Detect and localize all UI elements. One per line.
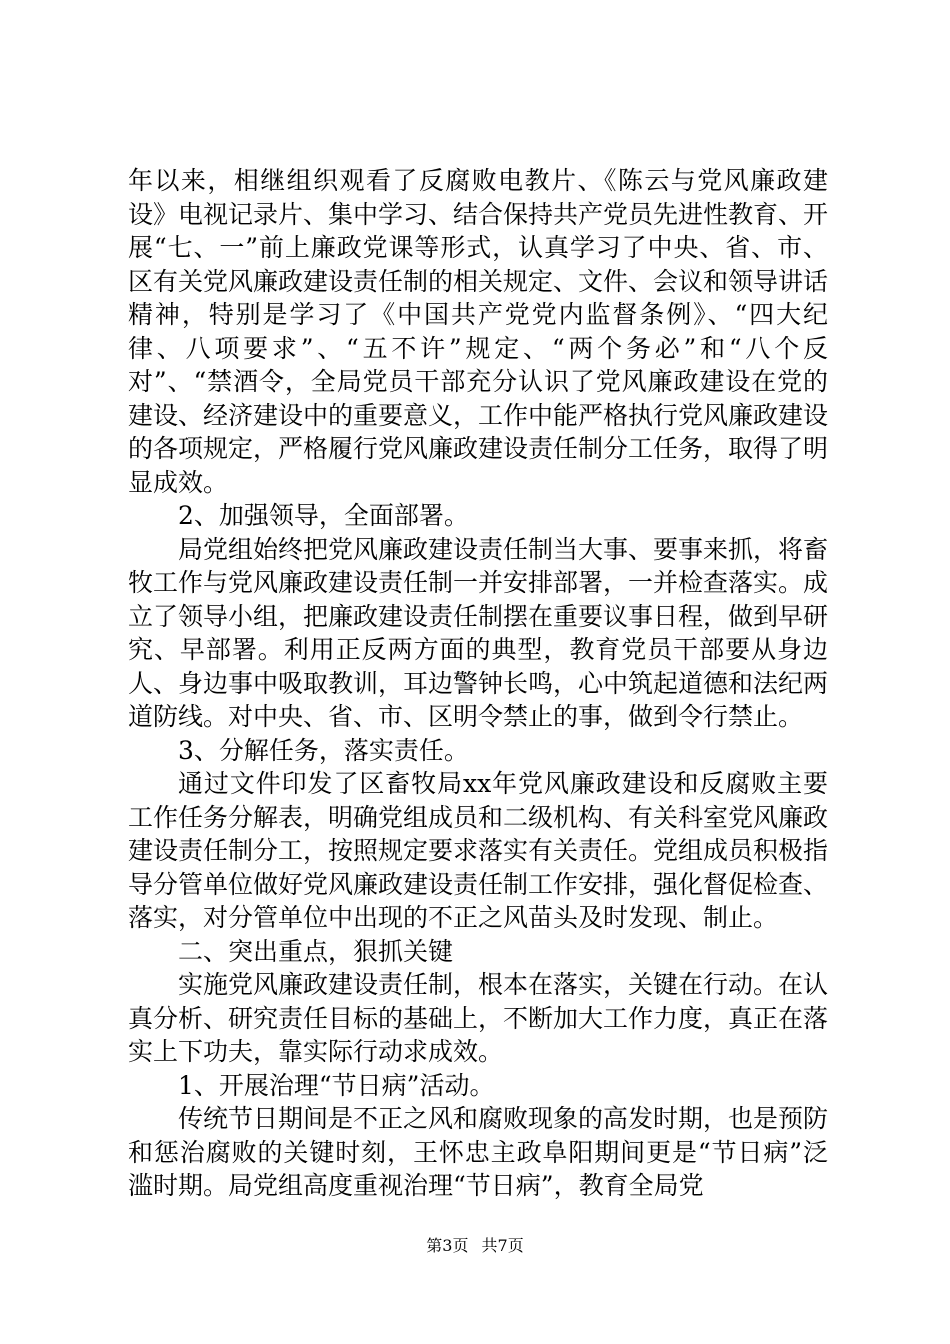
- page-footer: [0, 1236, 950, 1256]
- document-body: [128, 164, 828, 1203]
- section-heading: 2、加强领导，全面部署。: [178, 501, 469, 530]
- section-heading: 1、开展治理“节日病”活动。: [178, 1070, 495, 1100]
- section-heading: 3、分解任务，落实责任。: [178, 735, 469, 765]
- section-heading: 二、突出重点，狠抓关键: [178, 936, 454, 966]
- paragraph: 传统节日期间是不正之风和腐败现象的高发时期，也是预防和惩治腐败的关键时刻，王怀忠主政阜阳期间更是“节日病”泛滥时期。局党组高度重视治理“节日病”，教育全局党: [128, 1104, 829, 1200]
- page-total: 共7页: [481, 1236, 524, 1255]
- paragraph-continued: 年以来，相继组织观看了反腐败电教片、《陈云与党风廉政建设》电视记录片、集中学习、结合保持共产党员先进性教育、开展“七、一”前上廉政党课等形式，认真学习了中央、省、市、区有关党风廉政建设责任制的相关规定、文件、会议和领导讲话精神，特别是学习了《中国共产党党内监督条例》、“四大纪律、八项要求”、“五不许”规定、“两个务必”和“八个反对”、“禁酒令，全局党员干部充分认识了党风廉政建设在党的建设、经济建设中的重要意义，工作中能严格执行党风廉政建设的各项规定，严格履行党风廉政建设责任制分工任务，取得了明显成效。: [128, 166, 829, 497]
- page-number: 第3页: [426, 1236, 469, 1255]
- paragraph: 局党组始终把党风廉政建设责任制当大事、要事来抓，将畜牧工作与党风廉政建设责任制一并安排部署，一并检查落实。成立了领导小组，把廉政建设责任制摆在重要议事日程，做到早研究、早部署。利用正反两方面的典型，教育党员干部要从身边人、身边事中吸取教训，耳边警钟长鸣，心中筑起道德和法纪两道防线。对中央、省、市、区明令禁止的事，做到令行禁止。: [128, 534, 829, 731]
- paragraph: 实施党风廉政建设责任制，根本在落实，关键在行动。在认真分析、研究责任目标的基础上，不断加大工作力度，真正在落实上下功夫，靠实际行动求成效。: [128, 970, 829, 1066]
- paragraph: 通过文件印发了区畜牧局xx年党风廉政建设和反腐败主要工作任务分解表，明确党组成员和二级机构、有关科室党风廉政建设责任制分工，按照规定要求落实有关责任。党组成员积极指导分管单位做好党风廉政建设责任制工作安排，强化督促检查、落实，对分管单位中出现的不正之风苗头及时发现、制止。: [128, 769, 829, 932]
